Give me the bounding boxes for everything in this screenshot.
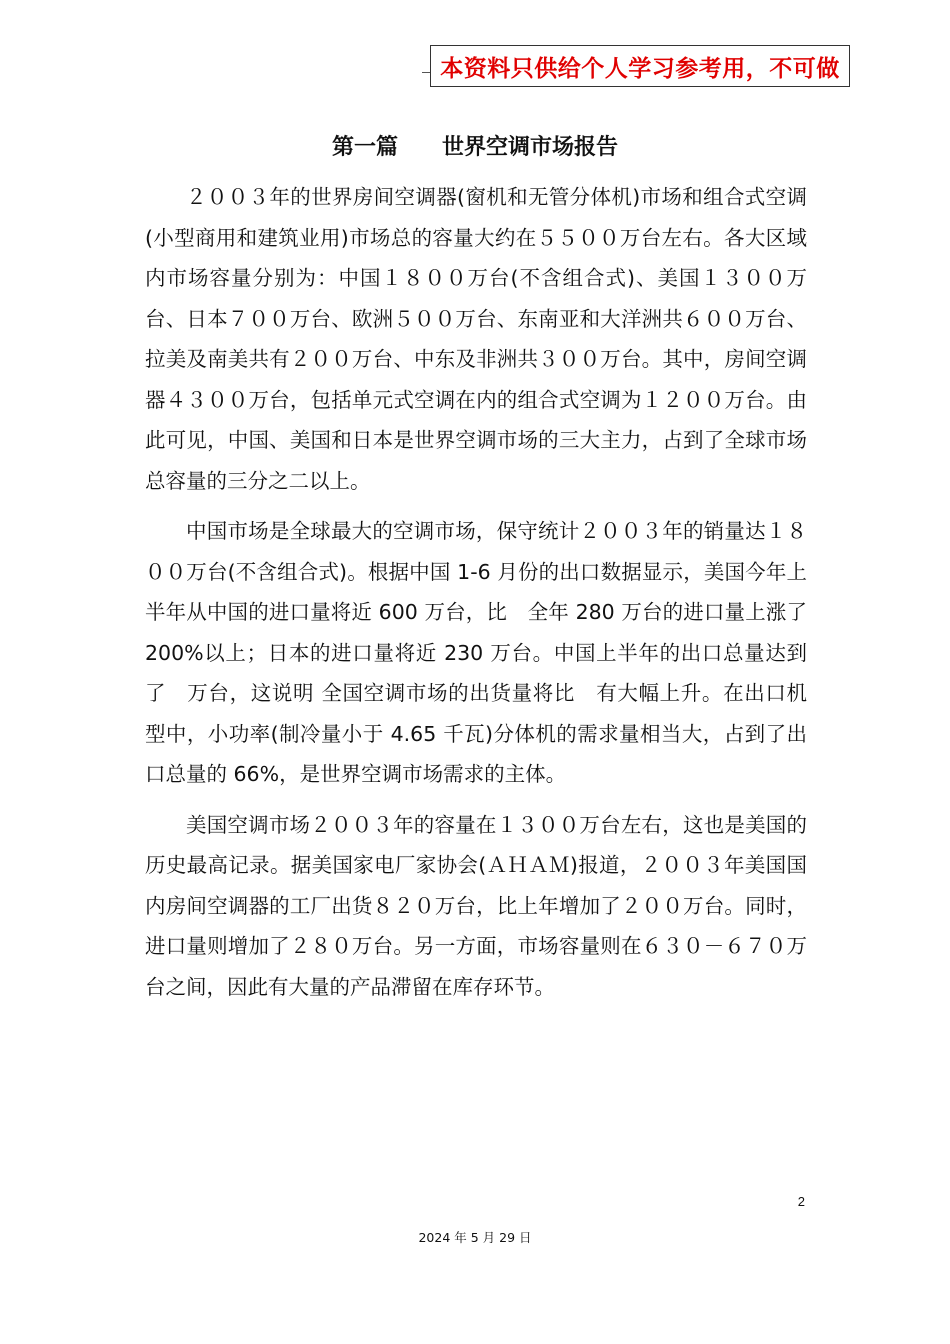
paragraph-us-market: 美国空调市场２００３年的容量在１３００万台左右，这也是美国的历史最高记录。据美国家电厂家协会(ＡＨＡＭ)报道，２００３年美国国内房间空调器的工厂出货８２０万台，比上年增加了２００万台。同时，进口量则增加了２８０万台。另一方面，市场容量则在６３０－６７０万台之间，因此有大量的产品滞留在库存环节。 <box>145 812 807 999</box>
watermark-banner <box>430 45 850 87</box>
paragraph-world-market: ２００３年的世界房间空调器(窗机和无管分体机)市场和组合式空调(小型商用和建筑业用)市场总的容量大约在５５００万台左右。各大区域内市场容量分别为：中国１８００万台(不含组合式)、美国１３００万台、日本７００万台、欧洲５００万台、东南亚和大洋洲共６００万台、拉美及南美共有２００万台、中东及非洲共３００万台。其中，房间空调器４３００万台，包括单元式空调在内的组合式空调为１２００万台。由此可见，中国、美国和日本是世界空调市场的三大主力，占到了全球市场总容量的三分之二以上。 <box>145 185 807 493</box>
paragraph-china-market: 中国市场是全球最大的空调市场，保守统计２００３年的销量达１８００万台(不含组合式)。根据中国 1-6 月份的出口数据显示，美国今年上半年从中国的进口量将近 600 万台，比 全年 280 万台的进口量上涨了 200%以上；日本的进口量将近 230 万台。中国上半年的出口总量达到了 万台，这说明 全国空调市场的出货量将比 有大幅上升。在出口机型中，小功率(制冷量小于 4.65 千瓦)分体机的需求量相当大，占到了出口总量的 66%，是世界空调市场需求的主体。 <box>145 519 807 786</box>
watermark-text: 本资料只供给个人学习参考用，不可做 <box>440 55 840 82</box>
footer-date: 2024 年 5 月 29 日 <box>418 1230 532 1245</box>
document-body <box>145 177 807 1017</box>
page-number: 2 <box>797 1194 805 1209</box>
page-title: 第一篇 世界空调市场报告 <box>331 135 618 160</box>
header-tick-mark <box>422 72 430 73</box>
